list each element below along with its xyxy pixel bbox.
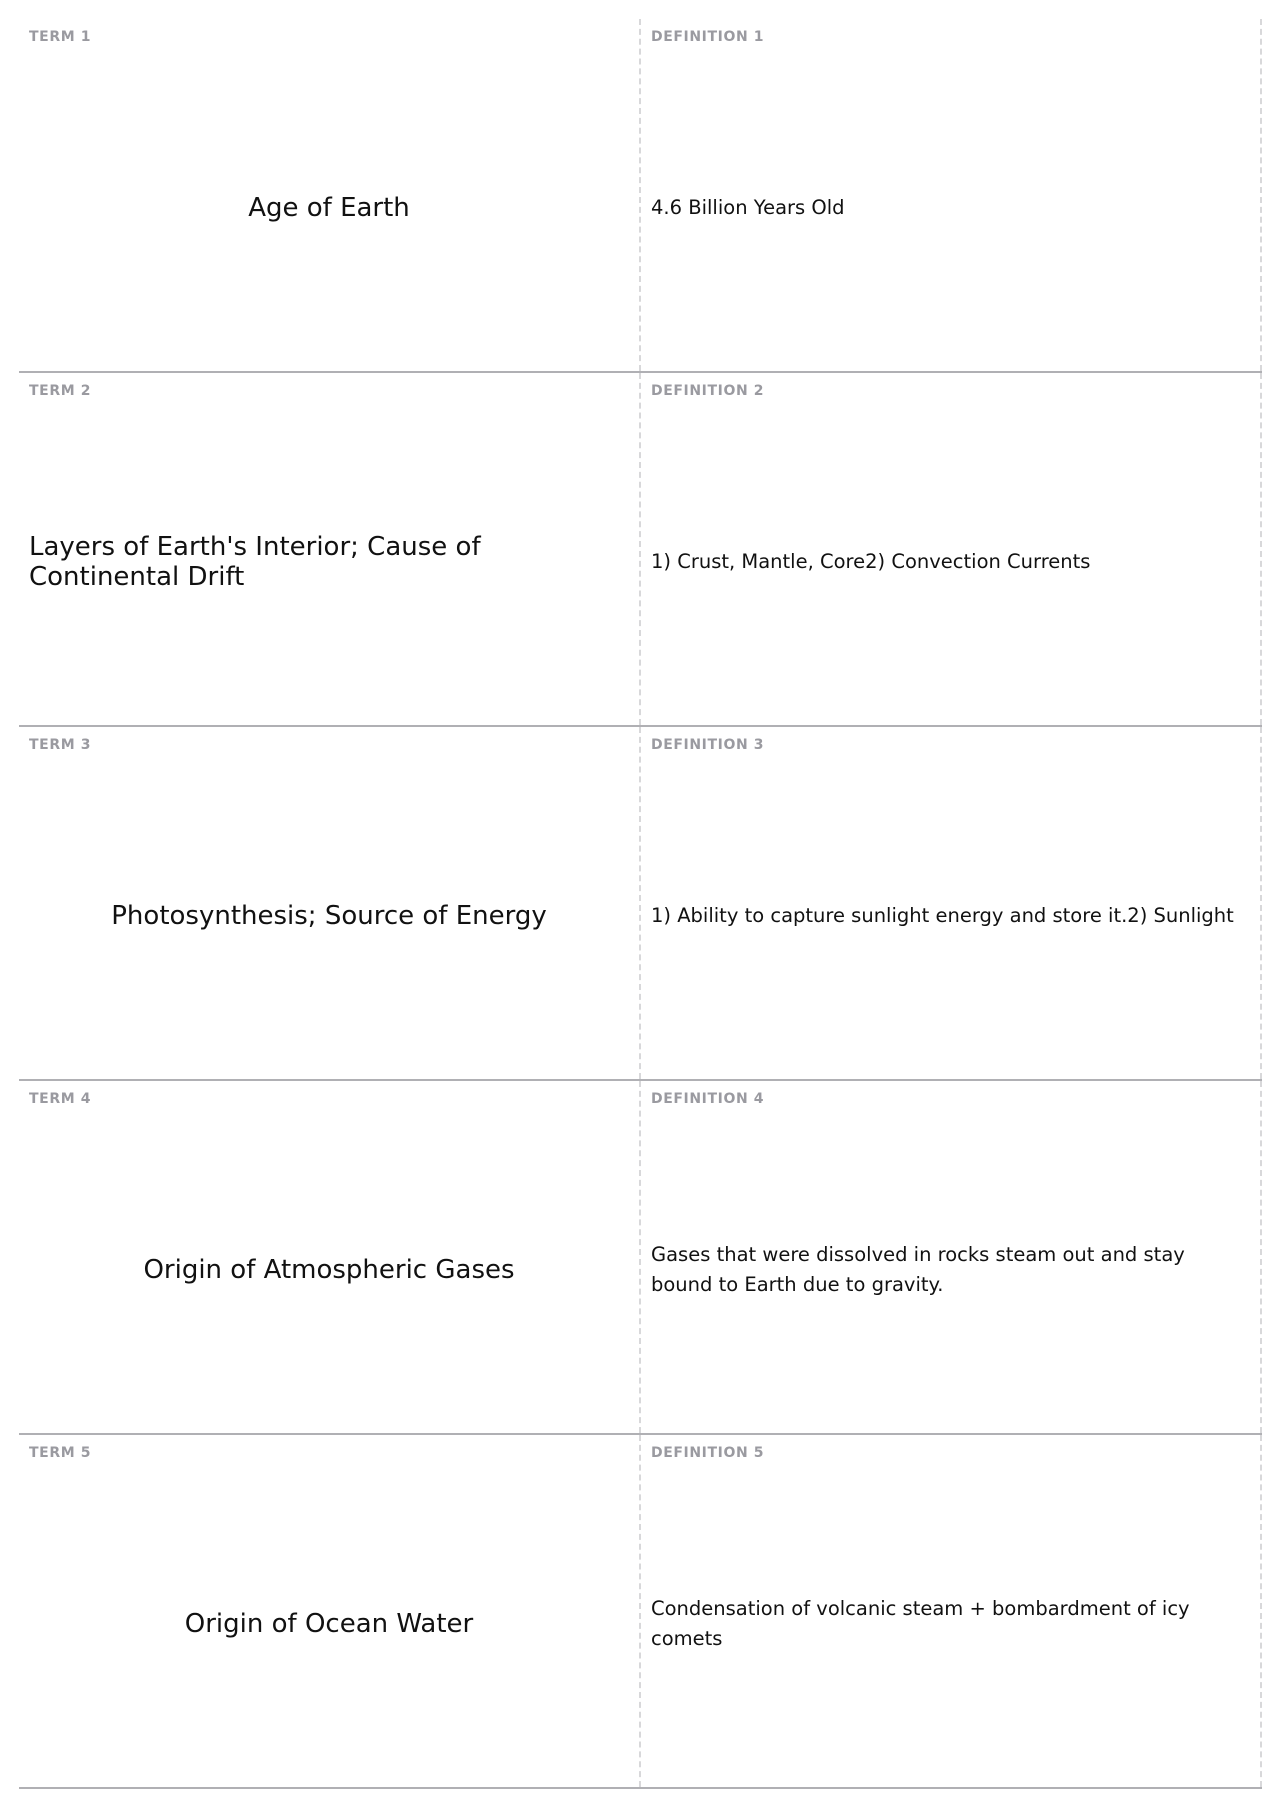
term-body xyxy=(29,1117,629,1423)
definition-body xyxy=(651,409,1250,715)
flashcard-row xyxy=(19,1435,1262,1789)
term-text: Photosynthesis; Source of Energy xyxy=(111,900,547,931)
term-body xyxy=(29,55,629,361)
term-body xyxy=(29,409,629,715)
definition-label: DEFINITION 3 xyxy=(651,737,765,753)
term-body xyxy=(29,1471,629,1777)
definition-body xyxy=(651,763,1250,1069)
flashcard-sheet xyxy=(19,19,1262,1789)
term-cell xyxy=(19,1081,641,1433)
definition-body xyxy=(651,55,1250,361)
definition-text: Condensation of volcanic steam + bombardment of icy comets xyxy=(651,1596,1190,1650)
term-text: Origin of Atmospheric Gases xyxy=(143,1254,515,1285)
term-label: TERM 4 xyxy=(29,1091,92,1107)
definition-cell xyxy=(641,727,1262,1079)
flashcard-row xyxy=(19,19,1262,373)
term-cell xyxy=(19,19,641,371)
definition-text: 1) Crust, Mantle, Core2) Convection Currents xyxy=(651,549,1091,573)
definition-label: DEFINITION 1 xyxy=(651,29,765,45)
term-text: Age of Earth xyxy=(248,192,410,223)
term-label: TERM 5 xyxy=(29,1445,92,1461)
definition-body xyxy=(651,1471,1250,1777)
definition-label: DEFINITION 4 xyxy=(651,1091,765,1107)
definition-text: Gases that were dissolved in rocks steam out and stay bound to Earth due to gravity. xyxy=(651,1242,1185,1296)
term-text: Origin of Ocean Water xyxy=(184,1608,474,1639)
flashcard-row xyxy=(19,727,1262,1081)
term-body xyxy=(29,763,629,1069)
definition-cell xyxy=(641,19,1262,371)
term-cell xyxy=(19,727,641,1079)
flashcard-row xyxy=(19,1081,1262,1435)
definition-body xyxy=(651,1117,1250,1423)
definition-label: DEFINITION 2 xyxy=(651,383,765,399)
flashcard-row xyxy=(19,373,1262,727)
term-text: Layers of Earth's Interior; Cause of Continental Drift xyxy=(29,531,481,592)
definition-cell xyxy=(641,1081,1262,1433)
definition-cell xyxy=(641,1435,1262,1787)
term-cell xyxy=(19,1435,641,1787)
term-label: TERM 2 xyxy=(29,383,92,399)
term-cell xyxy=(19,373,641,725)
term-label: TERM 3 xyxy=(29,737,92,753)
definition-cell xyxy=(641,373,1262,725)
definition-text: 1) Ability to capture sunlight energy and store it.2) Sunlight xyxy=(651,903,1234,927)
term-label: TERM 1 xyxy=(29,29,92,45)
definition-text: 4.6 Billion Years Old xyxy=(651,195,845,219)
definition-label: DEFINITION 5 xyxy=(651,1445,765,1461)
